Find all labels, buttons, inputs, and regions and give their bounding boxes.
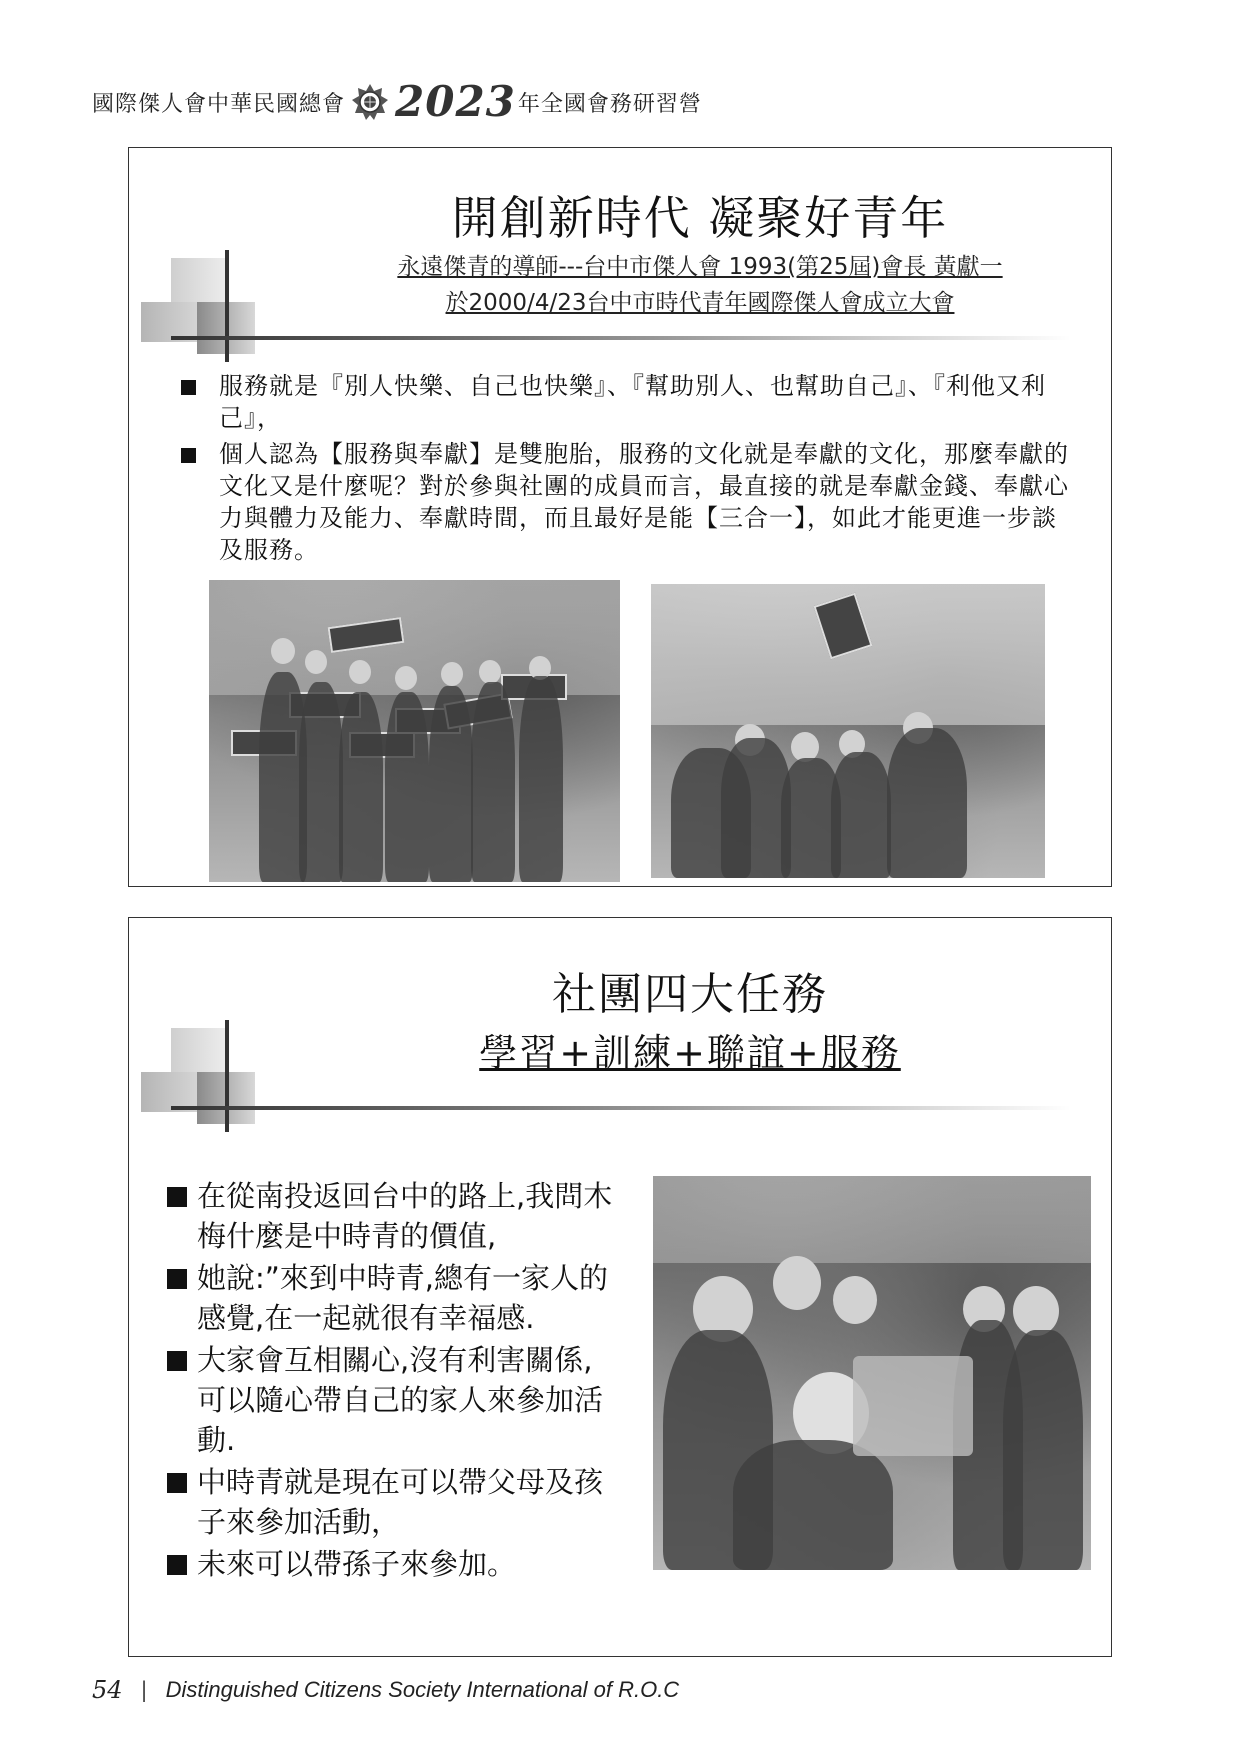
slide-title: 社團四大任務: [552, 969, 828, 1020]
slide-subtitle-line-1: 永遠傑青的導師---台中市傑人會 1993(第25屆)會長 黃獻一: [397, 254, 1003, 280]
bullet-item: 大家會互相關心,沒有利害關係,可以隨心帶自己的家人來參加活動.: [167, 1340, 617, 1460]
header-org-name: 國際傑人會中華民國總會: [92, 91, 346, 117]
bullet-item: 服務就是『別人快樂、自己也快樂』、『幫助別人、也幫助自己』、『利他又利己』，: [181, 370, 1081, 434]
hiking-group-photo: [651, 584, 1045, 878]
bullet-item: 未來可以帶孫子來參加。: [167, 1544, 617, 1584]
slide-subtitle: 學習+訓練+聯誼+服務: [479, 1031, 901, 1075]
bullet-item: 中時青就是現在可以帶父母及孩子來參加活動，: [167, 1462, 617, 1542]
footer-separator: |: [140, 1678, 148, 1702]
footer-org-name: Distinguished Citizens Society International of R.O.C: [165, 1677, 680, 1702]
bullet-item: 在從南投返回台中的路上,我問木梅什麼是中時青的價值,: [167, 1176, 617, 1256]
dining-group-photo: [653, 1176, 1091, 1570]
slide-1: [128, 147, 1112, 887]
page-footer: [92, 1676, 679, 1704]
group-photo-signs: [209, 580, 620, 882]
page-header: [92, 78, 702, 126]
slide-subtitle-line-2: 於2000/4/23台中市時代青年國際傑人會成立大會: [445, 290, 955, 316]
slide-bullet-list: [181, 370, 1081, 570]
slide-title: 開創新時代 凝聚好青年: [451, 191, 949, 245]
header-year: 2023: [395, 77, 516, 126]
header-event-name: 年全國會務研習營: [517, 91, 702, 117]
slide-2: [128, 917, 1112, 1657]
bullet-item: 她說:”來到中時青,總有一家人的感覺,在一起就很有幸福感.: [167, 1258, 617, 1338]
bullet-item: 個人認為【服務與奉獻】是雙胞胎，服務的文化就是奉獻的文化，那麼奉獻的文化又是什麼呢？對於參與社團的成員而言，最直接的就是奉獻金錢、奉獻心力與體力及能力、奉獻時間，而且最好是能【三合一】，如此才能更進一步談及服務。: [181, 438, 1081, 566]
page-number: 54: [92, 1676, 123, 1704]
dcsi-emblem-icon: [351, 83, 389, 121]
slide-bullet-list: [167, 1176, 617, 1586]
